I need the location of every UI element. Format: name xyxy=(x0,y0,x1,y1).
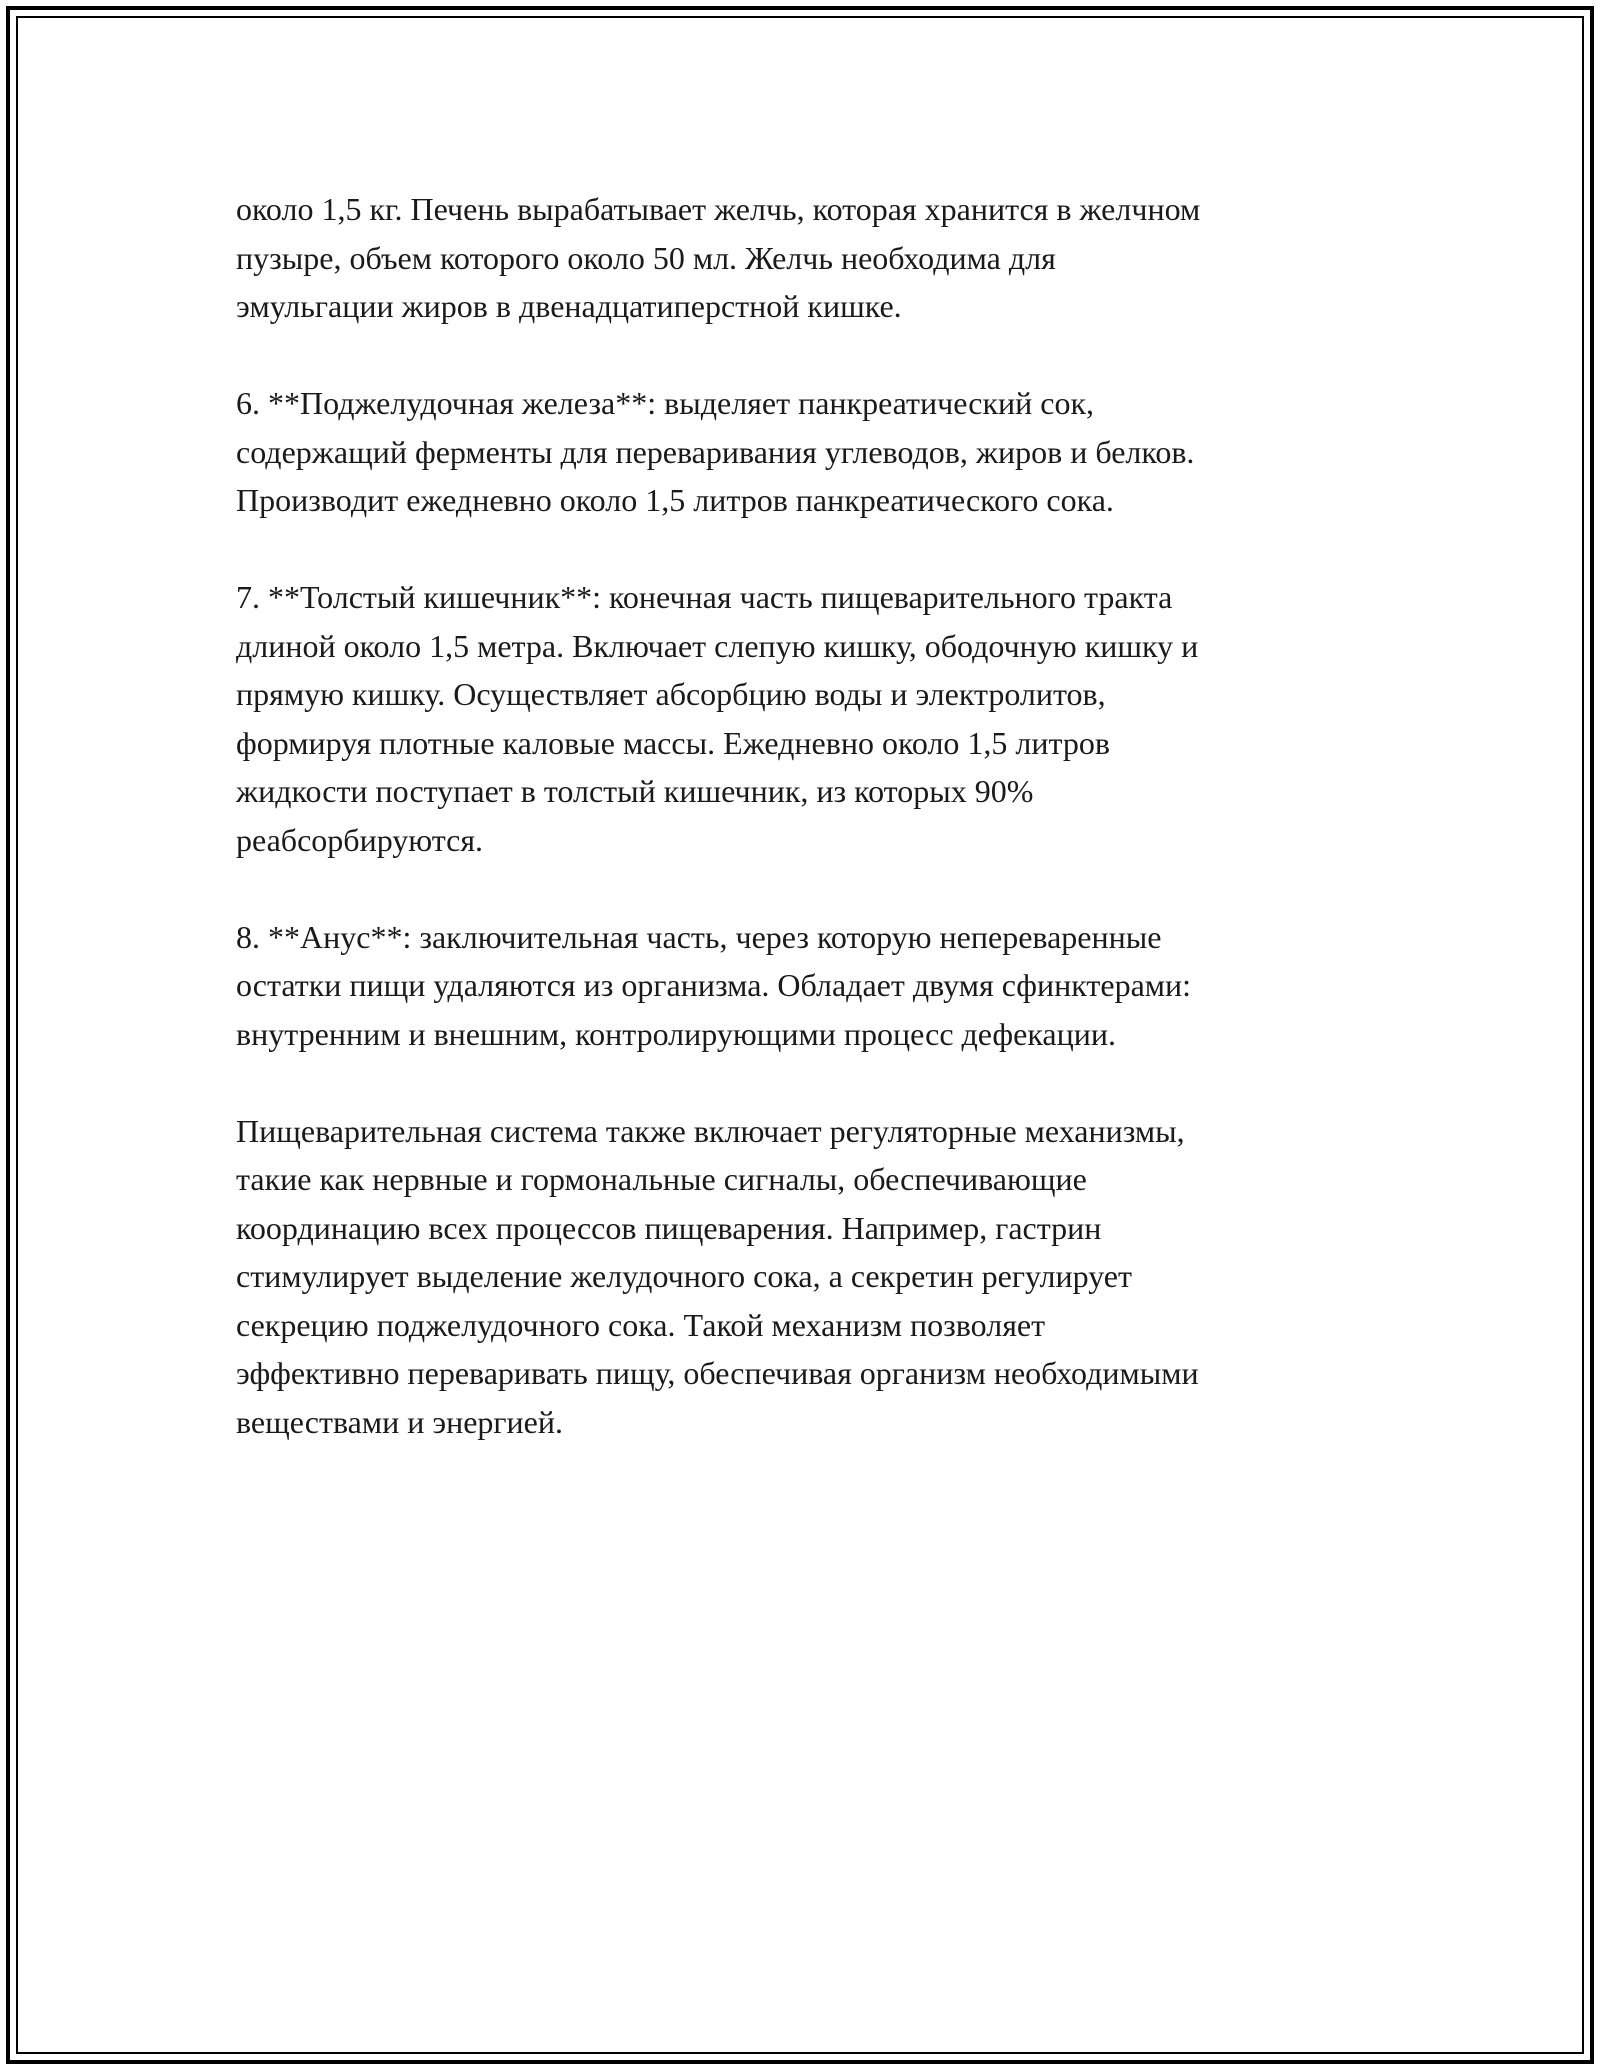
paragraph-liver: около 1,5 кг. Печень вырабатывает желчь, которая хранится в желчном пузыре, объем которого около 50 мл. Желчь необходима для эмульгации жиров в двенадцатиперстной кишке. xyxy=(236,191,1201,324)
paragraph-large-intestine: 7. **Толстый кишечник**: конечная часть пищеварительного тракта длиной около 1,5 метра. Включает слепую кишку, ободочную кишку и прямую кишку. Осуществляет абсорбцию воды и электролитов, формируя плотные каловые массы. Ежедневно около 1,5 литров жидкости поступает в толстый кишечник, из которых 90% реабсорбируются. xyxy=(236,579,1199,858)
paragraph-anus: 8. **Анус**: заключительная часть, через которую непереваренные остатки пищи удаляются из организма. Обладает двумя сфинктерами: внутренним и внешним, контролирующими процесс дефекации. xyxy=(236,918,1192,1052)
paragraph-pancreas: 6. **Поджелудочная железа**: выделяет панкреатический сок, содержащий ферменты для переваривания углеводов, жиров и белков. Производит ежедневно около 1,5 литров панкреатического сока. xyxy=(236,385,1195,518)
paragraph-regulation: Пищеварительная система также включает регуляторные механизмы, такие как нервные и гормональные сигналы, обеспечивающие координацию всех процессов пищеварения. Например, гастрин стимулирует выделение желудочного сока, а секретин регулирует секрецию поджелудочного сока. Такой механизм позволяет эффективно переваривать пищу, обеспечивая организм необходимыми веществами и энергией. xyxy=(236,1112,1199,1440)
document-body xyxy=(236,185,1366,1495)
